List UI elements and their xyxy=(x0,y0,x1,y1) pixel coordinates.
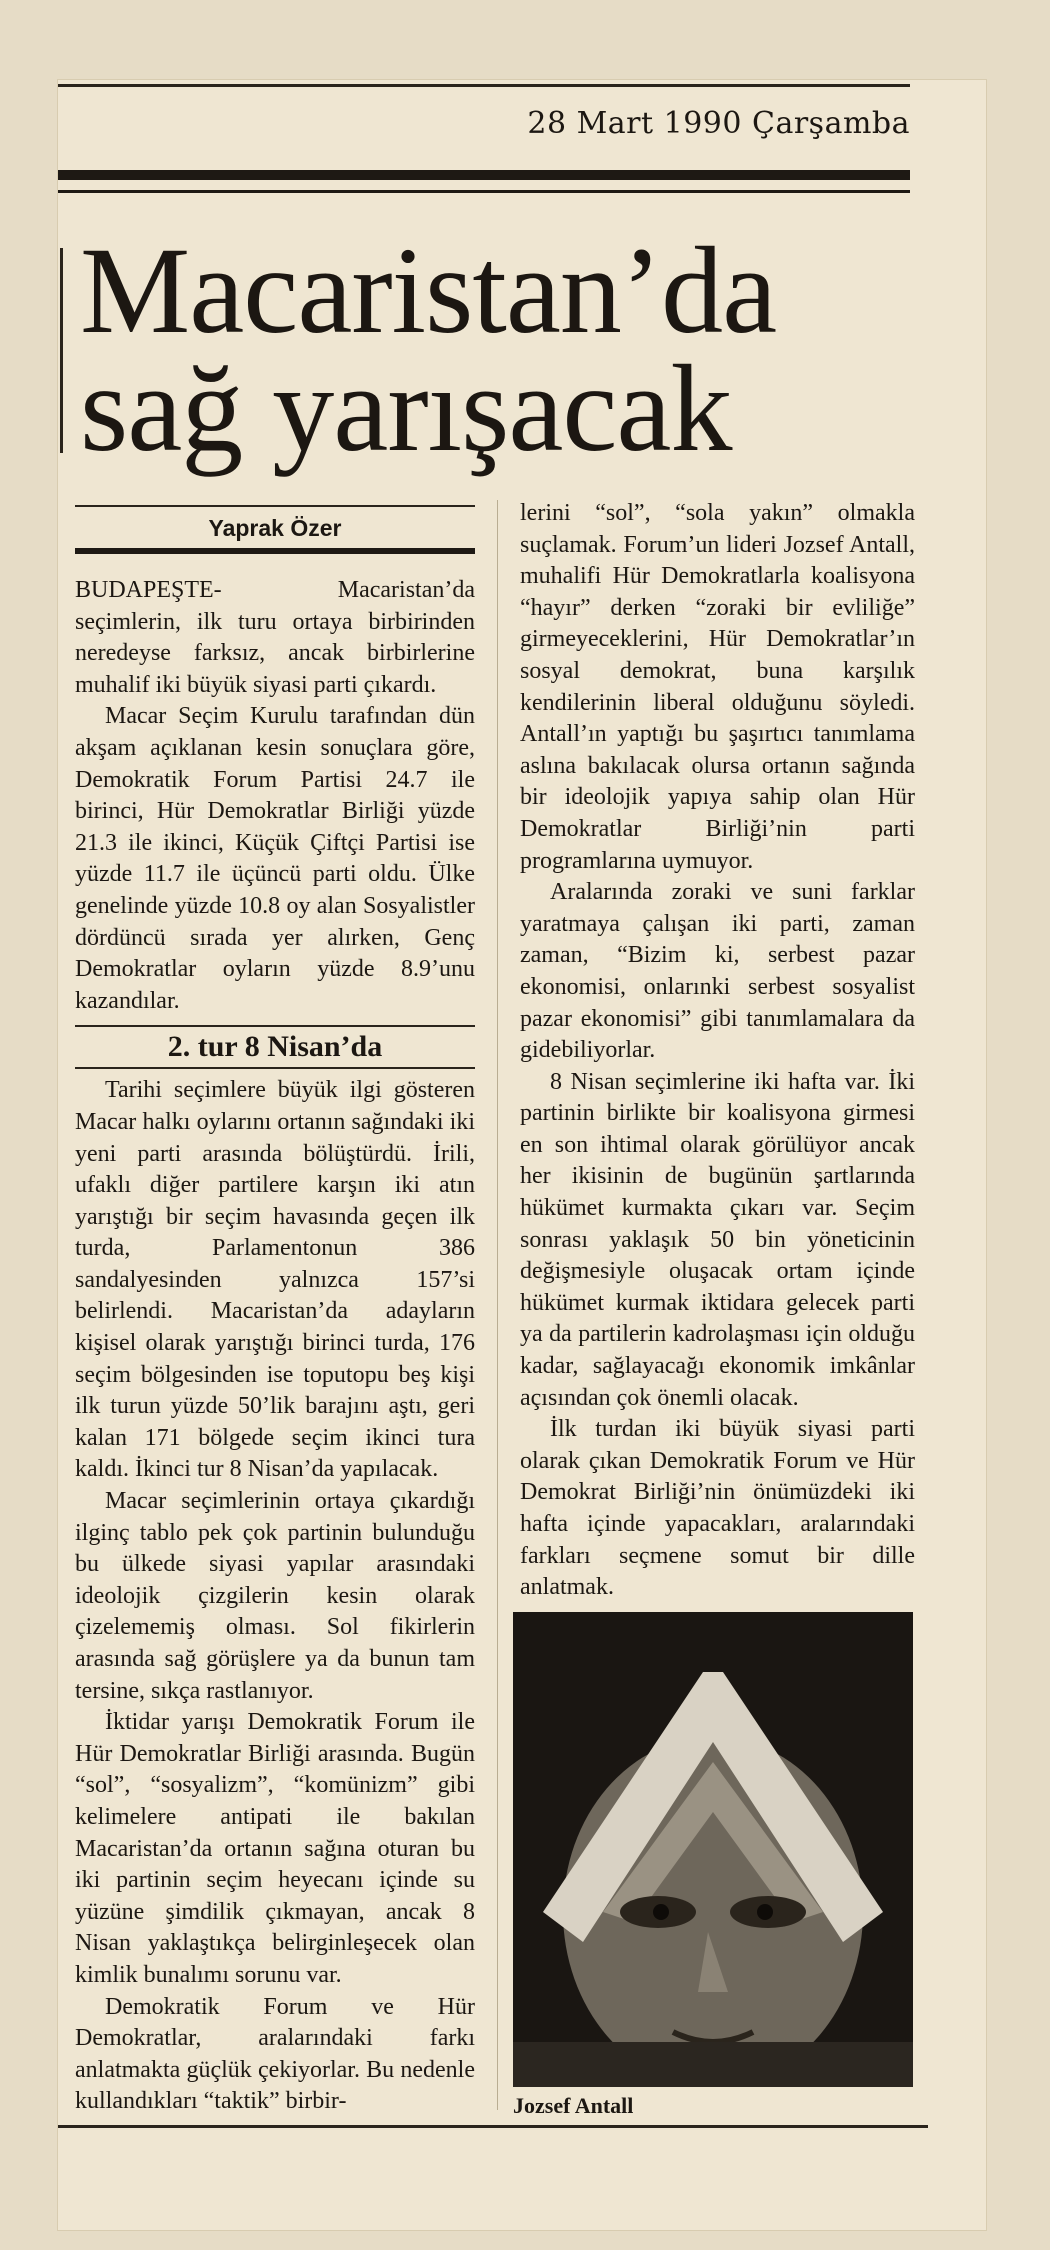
subheading: 2. tur 8 Nisan’da xyxy=(75,1025,475,1069)
bottom-rule xyxy=(58,2125,928,2128)
byline-rule-bottom xyxy=(75,548,475,554)
headline-line-1: Macaristan’da xyxy=(80,222,777,359)
issue-date: 28 Mart 1990 Çarşamba xyxy=(527,106,910,141)
portrait-illustration xyxy=(513,1612,913,2087)
top-rule xyxy=(58,84,910,87)
paragraph: Demokratik Forum ve Hür Demokratlar, aralarındaki farkı anlatmakta güçlük çekiyorlar. Bu nedenle kullandıkları “taktik” birbir- xyxy=(75,1993,475,2115)
paragraph: Macar seçimlerinin ortaya çıkardığı ilginç tablo pek çok partinin bulunduğu bu ülkede siyasi yapılar arasındaki ideolojik çizgilerin kesin olarak çizelememiş olması. Sol fikirlerin arasında sağ görüşlere ya da bunun tam tersine, sıkça rastlanıyor. xyxy=(75,1488,475,1704)
portrait-photo xyxy=(513,1612,913,2087)
paragraph: lerini “sol”, “sola yakın” olmakla suçlamak. Forum’un lideri Jozsef Antall, muhalifi Hür Demokratlarla koalisyona “hayır” derken “zoraki bir evliliğe” girmeyeceklerini, Hür Demokratlar’ın sosyal demokrat, buna karşılık kendilerinin liberal olduğunu söyledi. Antall’ın yaptığı bu şaşırtıcı tanımlama aslına bakılacak olursa ortanın sağında bir ideolojik yapıya sahip olan Hür Demokratlar Birliği’nin parti programlarına uymuyor. xyxy=(520,500,915,874)
headline xyxy=(80,222,960,477)
headline-left-bar xyxy=(60,248,63,453)
headline-line-2: sağ yarışacak xyxy=(80,340,732,477)
article-column-1 xyxy=(75,575,475,2118)
paragraph: BUDAPEŞTE- Macaristan’da seçimlerin, ilk turu ortaya birbirinden neredeyse farksız, ancak birbirlerine muhalif iki büyük siyasi parti çıkardı. xyxy=(75,577,475,698)
header-rule-thick xyxy=(58,170,910,180)
byline-block xyxy=(75,505,475,554)
paragraph: Tarihi seçimlere büyük ilgi gösteren Macar halkı oylarını ortanın sağındaki iki yeni parti arasında bölüştürdü. İrili, ufaklı diğer partilere karşın iki atın yarıştığı bir seçim havasında geçen ilk turda, Parlamentonun 386 sandalyesinden yalnızca 157’si belirlendi. Macaristan’da adayların kişisel olarak yarıştığı birinci turda, 176 seçim bölgesinden ise toputopu beş kişi ilk turun yüzde 50’lik barajını aştı, geri kalan 171 bölgede seçim ikinci tura kaldı. İkinci tur 8 Nisan’da yapılacak. xyxy=(75,1077,475,1483)
column-divider xyxy=(497,500,498,2110)
article-column-2 xyxy=(520,498,915,1604)
paragraph: 8 Nisan seçimlerine iki hafta var. İki partinin birlikte bir koalisyona girmesi en son ihtimal olarak görülüyor ancak her ikisinin de bugünün şartlarında hükümet kurmakta çıkarı var. Seçim sonrası yaklaşık 50 bin yöneticinin değişmesiyle oluşacak ortam içinde hükümet kurmak iktidara gelecek parti ya da partilerin kadrolaşması için olduğu kadar, sağlayacağı ekonomik imkânlar açısından çok önemli olacak. xyxy=(520,1068,915,1411)
byline: Yaprak Özer xyxy=(208,515,342,541)
header-rule-thin xyxy=(58,190,910,193)
paragraph: Macar Seçim Kurulu tarafından dün akşam açıklanan kesin sonuçlara göre, Demokratik Forum Partisi 24.7 ile birinci, Hür Demokratlar Birliği yüzde 21.3 ile ikinci, Küçük Çiftçi Partisi ise yüzde 11.7 ile üçüncü parti oldu. Ülke genelinde yüzde 10.8 oy alan Sosyalistler dördüncü sırada yer alırken, Genç Demokratlar oyların yüzde 8.9’unu kazandılar. xyxy=(75,703,475,1014)
photo-caption: Jozsef Antall xyxy=(513,2093,634,2118)
paragraph: Aralarında zoraki ve suni farklar yaratmaya çalışan iki parti, zaman zaman, “Bizim ki, serbest pazar ekonomisi, onlarınki serbest sosyalist pazar ekonomisi” gibi tanımlamalara da gidebiliyorlar. xyxy=(520,879,915,1064)
paragraph: İktidar yarışı Demokratik Forum ile Hür Demokratlar Birliği arasında. Bugün “sol”, “sosyalizm”, “komünizm” gibi kelimelere antipati ile bakılan Macaristan’da ortanın sağına oturan bu iki partinin seçim heyecanı içinde su yüzüne şimdilik çıkmayan, ancak 8 Nisan yaklaştıkça belirginleşecek olan kimlik bunalımı sorunu var. xyxy=(75,1709,475,1988)
paragraph: İlk turdan iki büyük siyasi parti olarak çıkan Demokratik Forum ve Hür Demokrat Birliği’nin önümüzdeki iki hafta içinde yapacakları, aralarındaki farkları seçmene somut bir dille anlatmak. xyxy=(520,1416,915,1601)
